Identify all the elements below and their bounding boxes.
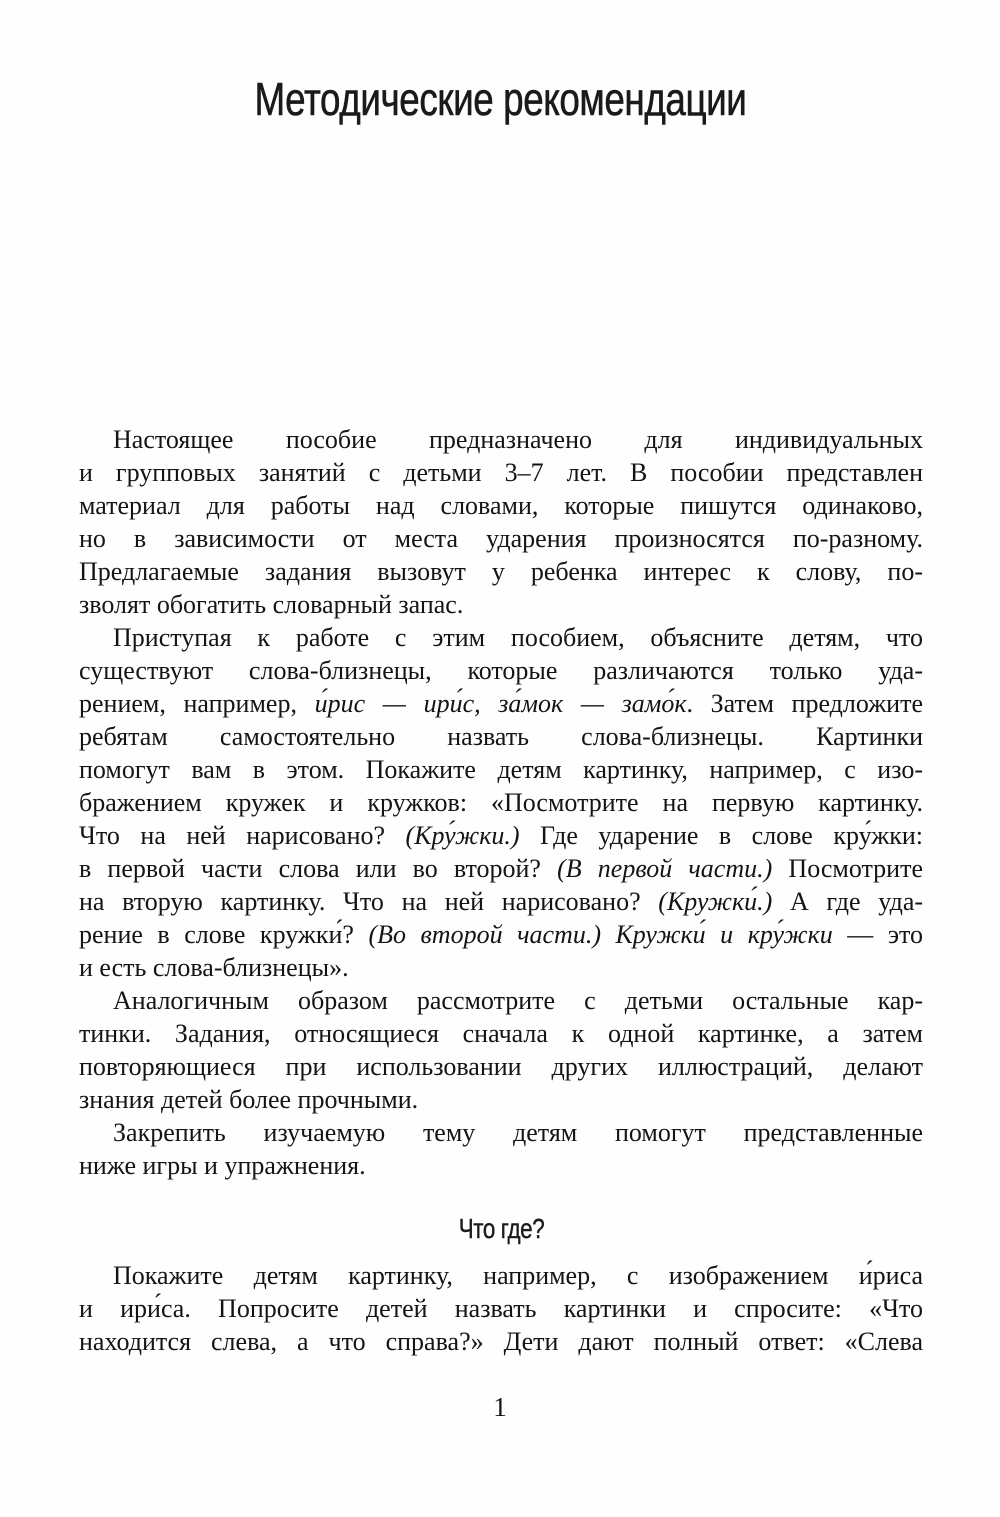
text-line <box>79 951 923 984</box>
text-span: и групповых занятий с детьми 3–7 лет. В пособии представлен <box>79 458 923 487</box>
text-line <box>79 423 923 456</box>
text-span: Покажите детям картинку, например, с изображением и́риса <box>113 1261 923 1290</box>
section-heading <box>79 1212 923 1245</box>
italic-text: (В первой части.) <box>557 854 773 883</box>
text-line <box>79 852 923 885</box>
paragraph <box>79 1259 923 1358</box>
italic-text: (Кружки́.) <box>658 887 773 916</box>
text-span: Что на ней нарисовано? <box>79 821 406 850</box>
text-line <box>79 1116 923 1149</box>
text-span: ребятам самостоятельно назвать слова-близнецы. Картинки <box>79 722 923 751</box>
text-line <box>79 687 923 720</box>
text-line <box>79 1149 923 1182</box>
text-line <box>79 1017 923 1050</box>
page-number: 1 <box>493 1392 507 1422</box>
text-span: зволят обогатить словарный запас. <box>79 590 464 619</box>
text-line <box>79 918 923 951</box>
text-span: но в зависимости от места ударения произносятся по-разному. <box>79 524 923 553</box>
text-span: Настоящее пособие предназначено для индивидуальных <box>113 425 923 454</box>
text-line <box>79 1050 923 1083</box>
text-span: и есть слова-близнецы». <box>79 953 349 982</box>
text-span: рением, например, <box>79 689 315 718</box>
page-title <box>0 74 1000 125</box>
text-line <box>79 1259 923 1292</box>
text-line <box>79 654 923 687</box>
text-span: А где уда- <box>772 887 924 916</box>
section-heading-label: Что где? <box>458 1213 544 1244</box>
text-span: рение в слове кружки́? <box>79 920 369 949</box>
text-span: помогут вам в этом. Покажите детям картинку, например, с изо- <box>79 755 923 784</box>
text-span: тинки. Задания, относящиеся сначала к одной картинке, а затем <box>79 1019 923 1048</box>
italic-text: (Во второй части.) Кружки́ и кру́жки <box>368 920 833 949</box>
text-line <box>79 885 923 918</box>
text-span: повторяющиеся при использовании других иллюстраций, делают <box>79 1052 923 1081</box>
text-line <box>79 753 923 786</box>
text-line <box>79 1083 923 1116</box>
text-line <box>79 588 923 621</box>
text-span: и ири́са. Попросите детей назвать картинки и спросите: «Что <box>79 1294 923 1323</box>
text-line <box>79 720 923 753</box>
text-span: — это <box>832 920 924 949</box>
text-span: бражением кружек и кружков: «Посмотрите на первую картинку. <box>79 788 923 817</box>
text-line <box>79 489 923 522</box>
text-span: . Затем предложите <box>686 689 924 718</box>
text-span: ниже игры и упражнения. <box>79 1151 366 1180</box>
paragraph <box>79 423 923 621</box>
text-block <box>79 423 923 1358</box>
italic-text: (Кру́жки.) <box>405 821 520 850</box>
text-line <box>79 819 923 852</box>
text-span: Закрепить изучаемую тему детям помогут представленные <box>113 1118 923 1147</box>
text-span: на вторую картинку. Что на ней нарисовано? <box>79 887 659 916</box>
text-span: Где ударение в слове кру́жки: <box>519 821 923 850</box>
text-line <box>79 786 923 819</box>
text-span: существуют слова-близнецы, которые различаются только уда- <box>79 656 923 685</box>
text-line <box>79 1292 923 1325</box>
text-span: Аналогичным образом рассмотрите с детьми остальные кар- <box>113 986 923 1015</box>
text-span: материал для работы над словами, которые пишутся одинаково, <box>79 491 923 520</box>
italic-text: и́рис — ири́с, за́мок — замо́к <box>314 689 687 718</box>
text-line <box>79 984 923 1017</box>
page-title-label: Методические рекомендации <box>254 73 746 125</box>
text-line <box>79 522 923 555</box>
paragraph <box>79 984 923 1116</box>
text-line <box>79 621 923 654</box>
text-span: находится слева, а что справа?» Дети дают полный ответ: «Слева <box>79 1327 923 1356</box>
text-line <box>79 456 923 489</box>
text-span: Приступая к работе с этим пособием, объясните детям, что <box>113 623 923 652</box>
paragraph <box>79 1116 923 1182</box>
text-span: Предлагаемые задания вызовут у ребенка интерес к слову, по- <box>79 557 923 586</box>
text-line <box>79 1325 923 1358</box>
text-span: в первой части слова или во второй? <box>79 854 558 883</box>
paragraph <box>79 621 923 984</box>
text-span: знания детей более прочными. <box>79 1085 419 1114</box>
text-span: Посмотрите <box>772 854 923 883</box>
text-line <box>79 555 923 588</box>
